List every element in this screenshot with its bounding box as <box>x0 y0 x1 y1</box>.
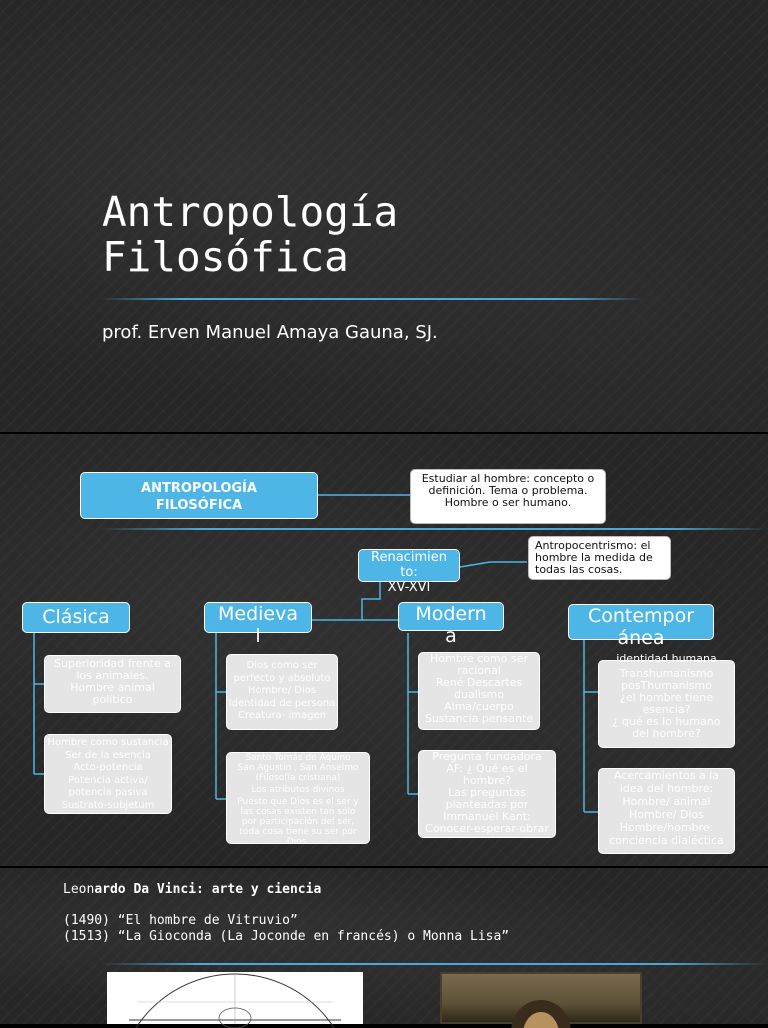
clasica-box-2-line: potencia pasiva <box>68 787 148 798</box>
medieval-box-2 <box>226 752 370 847</box>
contemporanea-box-1-line: Transhumanismo <box>619 667 714 680</box>
medieval-box-1-line: Hombre/ Dios <box>247 685 317 696</box>
clasica-box-2 <box>44 734 172 814</box>
moderna-box-1-line: racional <box>457 664 501 677</box>
presentation-subtitle: prof. Erven Manuel Amaya Gauna, SJ. <box>102 322 438 343</box>
clasica-box-2-line: Ser de la esencia <box>65 749 151 761</box>
moderna-box-1-line: dualismo <box>454 688 504 701</box>
main-concept-box: ANTROPOLOGÍA FILOSÓFICA <box>80 472 318 519</box>
era-clasica: Clásica <box>22 602 130 633</box>
moderna-box-2-line: Conocer-esperar-obrar <box>425 822 549 835</box>
moderna-box-2-line: Pregunta fundadora <box>432 750 542 763</box>
contemporanea-box-2-line: Hombre/ animal <box>622 795 711 808</box>
contemporanea-box-1-line: posThumanismo <box>621 679 712 692</box>
moderna-box-1-line: Sustancia pensante <box>424 712 534 725</box>
medieval-box-1-line: Dios como ser <box>246 660 318 671</box>
title-slide <box>0 0 768 432</box>
contemporanea-box-2-line: conciencia dialéctica <box>609 834 724 847</box>
medieval-box-1-line: perfecto y absoluto <box>233 672 331 684</box>
contemporanea-box-1-line: del hombre? <box>632 727 701 740</box>
clasica-box-1 <box>44 655 181 713</box>
leonardo-slide <box>0 868 768 1024</box>
clasica-box-2-line: Sustrato-subjetum <box>61 799 155 811</box>
clasica-box-1-line: político <box>92 693 133 706</box>
moderna-box-2 <box>418 750 556 838</box>
contemporanea-box-2-line: Acercamientos a la <box>613 769 720 782</box>
contemporanea-box-1-line: ¿el hombre tiene <box>620 691 713 704</box>
moderna-box-2-line: AF: ¿ Qué es el <box>446 762 528 775</box>
medieval-box-1 <box>226 654 338 730</box>
contemporanea-box-1 <box>598 652 735 748</box>
era-moderna: Modern a <box>398 602 504 631</box>
vitruvian-man-image <box>107 972 363 1024</box>
map-divider <box>100 528 768 530</box>
contemporanea-box-2-line: idea del hombre: <box>619 782 714 795</box>
renacimiento-box: Renacimien to: XV-XVI <box>358 549 460 582</box>
antropocentrismo-box: Antropocentrismo: el hombre la medida de todas las cosas. <box>528 536 671 580</box>
contemporanea-box-1-line: ¿ qué es lo humano <box>612 715 721 728</box>
medieval-box-2-line: las cosas existen tan sólo <box>240 807 356 817</box>
moderna-box-1 <box>418 652 540 730</box>
gioconda-line: (1513) “La Gioconda (La Joconde en francés) o Monna Lisa” <box>63 929 510 944</box>
medieval-box-1-line: Identidad de persona <box>228 697 336 709</box>
era-contemporanea: Contempor ánea <box>568 604 714 640</box>
vitruvio-line: (1490) “El hombre de Vitruvio” <box>63 913 298 928</box>
medieval-box-2-line: Santo Tomás de Aquino <box>245 753 351 763</box>
moderna-box-2-line: planteadas por <box>445 798 529 811</box>
medieval-box-2-line: Los atributos divinos <box>251 785 345 795</box>
contemporanea-box-1-line: esencia? <box>642 703 691 716</box>
vitruvian-drawing <box>107 972 363 1024</box>
clasica-box-2-line: Potencia activa/ <box>68 774 148 786</box>
clasica-box-1-line: Superioridad frente a <box>53 657 171 670</box>
title-divider <box>100 298 645 300</box>
medieval-box-2-line: toda cosa tiene su ser por <box>239 827 357 837</box>
clasica-box-1-line: los animales. <box>76 669 149 682</box>
medieval-box-1-line: Creatura- imagen <box>238 710 326 721</box>
heading-bold: ardo Da Vinci: arte y ciencia <box>94 882 322 897</box>
contemporanea-box-2-line: Hombre/hombre: <box>619 821 714 834</box>
moderna-box-1-line: Hombre como ser <box>430 652 528 665</box>
definition-box: Estudiar al hombre: concepto o definición. Tema o problema. Hombre o ser humano. <box>410 469 606 524</box>
clasica-box-2-line: Hombre como sustancia <box>47 737 169 748</box>
moderna-box-1-line: Alma/cuerpo <box>444 700 514 713</box>
moderna-box-2-line: Immanuel Kant: <box>443 810 531 823</box>
contemporanea-box-1-line: identidad humana <box>616 652 717 665</box>
mona-lisa-image <box>440 972 642 1024</box>
medieval-box-2-line: San Agustín , San Anselmo <box>237 763 359 773</box>
medieval-box-2-line: Puesto que Dios es el ser y <box>237 797 359 807</box>
clasica-box-1-line: Hombre animal <box>70 681 155 694</box>
era-medieval: Medieva l <box>204 602 312 633</box>
moderna-box-1-line: René Descartes <box>435 676 523 689</box>
medieval-box-2-line: Dios. <box>286 837 310 847</box>
mona-lisa-drawing <box>442 974 640 1022</box>
concept-map-slide <box>0 434 768 866</box>
moderna-box-2-line: Las preguntas <box>448 786 526 799</box>
moderna-box-2-line: hombre? <box>462 774 512 787</box>
leonardo-heading <box>63 882 321 897</box>
clasica-box-2-line: Acto-potencia <box>73 762 143 773</box>
leonardo-divider <box>100 963 768 965</box>
contemporanea-box-2-line: Hombre/ Dios <box>629 808 704 821</box>
contemporanea-box-2 <box>598 768 735 854</box>
medieval-box-2-line: por participación del ser, <box>241 817 355 827</box>
heading-prefix: Leon <box>63 882 95 897</box>
presentation-title: Antropología Filosófica <box>102 188 399 281</box>
medieval-box-2-line: (Filosofía cristiana) <box>255 773 341 783</box>
